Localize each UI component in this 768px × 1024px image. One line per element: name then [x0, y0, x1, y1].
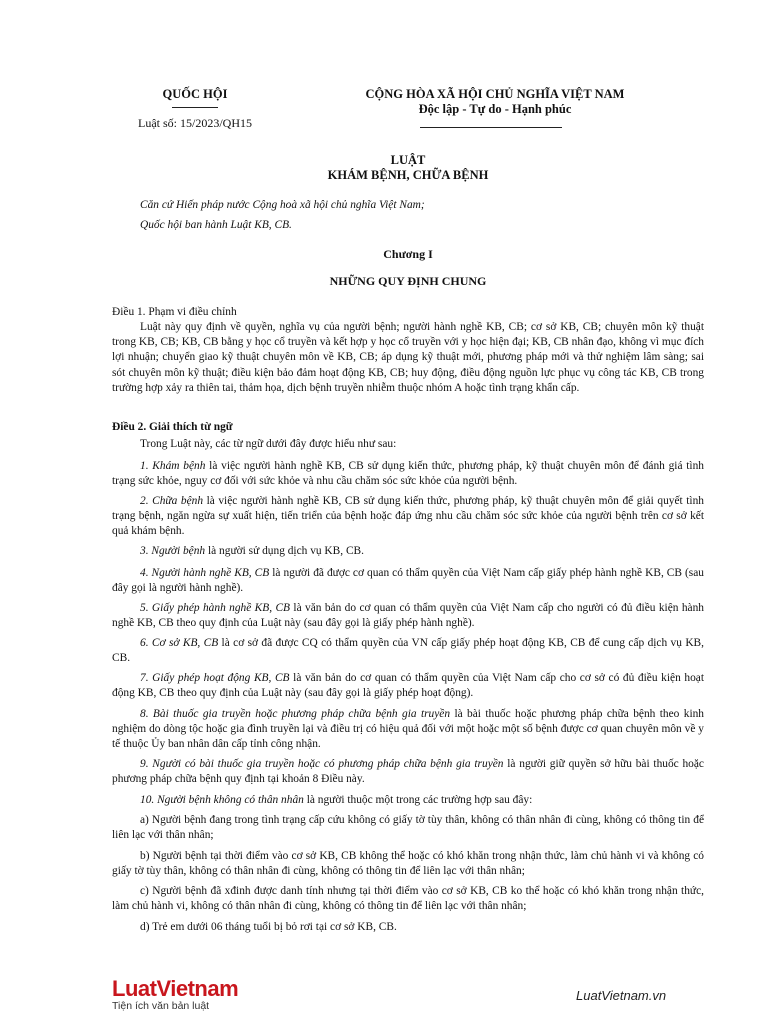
definition-item	[112, 459, 704, 489]
national-motto: Độc lập - Tự do - Hạnh phúc	[418, 102, 572, 116]
definition-term: 7. Giấy phép hoạt động KB, CB	[140, 672, 290, 684]
definition-text: là người đã được cơ quan có thẩm quyền của Việt Nam cấp giấy phép hành nghề KB, CB (sau đây gọi là người hành nghề).	[112, 567, 704, 595]
definition-item	[112, 566, 704, 596]
subitem-d: d) Trẻ em dưới 06 tháng tuổi bị bỏ rơi tại cơ sở KB, CB.	[140, 921, 397, 933]
definition-term: 1. Khám bệnh	[140, 460, 206, 472]
definition-text: là việc người hành nghề KB, CB sử dụng kiến thức, phương pháp, kỹ thuật chuyên môn để đánh giá tình trạng sức khỏe, nguy cơ đối với sức khỏe và nhu cầu chăm sóc sức khỏe của người bệnh.	[112, 460, 704, 488]
definition-text: là người sử dụng dịch vụ KB, CB.	[205, 545, 364, 557]
definition-term: 4. Người hành nghề KB, CB	[140, 567, 270, 579]
article-2-heading: Điều 2. Giải thích từ ngữ	[112, 421, 233, 433]
definition-term: 8. Bài thuốc gia truyền hoặc phương pháp chữa bệnh gia truyền	[140, 708, 451, 720]
definition-text: là người giữ quyền sở hữu bài thuốc hoặc phương pháp chữa bệnh quy định tại khoản 8 Điều này.	[112, 758, 704, 786]
definition-text: là việc người hành nghề KB, CB sử dụng kiến thức, phương pháp, kỹ thuật chuyên môn để giải quyết tình trạng bệnh, ngăn ngừa sự xuất hiện, tiến triển của bệnh hoặc đáp ứng nhu cầu chăm sóc sức khỏe của người bệnh trên cơ sở kết quả khám bệnh.	[112, 495, 704, 538]
law-number: Luật số: 15/2023/QH15	[138, 116, 252, 130]
definition-term: 3. Người bệnh	[140, 545, 206, 557]
definition-term: 2. Chữa bệnh	[140, 495, 204, 507]
article-1-body: Luật này quy định về quyền, nghĩa vụ của người bệnh; người hành nghề KB, CB; cơ sở KB, CB; chuyên môn kỹ thuật trong KB, CB; KB, CB bằng y học cổ truyền và kết hợp y học cổ truyền với y học hiện đại; KB, CB nhân đạo, không vì mục đích lợi nhuận; chuyển giao kỹ thuật chuyên môn về KB, CB; áp dụng kỹ thuật mới, phương pháp mới và thử nghiệm lâm sàng; sai sót chuyên môn kỹ thuật; điều kiện bảo đảm hoạt động KB, CB; huy động, điều động nguồn lực phục vụ công tác KB, CB trong trường hợp xảy ra thiên tai, thảm họa, dịch bệnh truyền nhiễm thuộc nhóm A hoặc tình trạng khẩn cấp.	[112, 321, 704, 394]
definition-term: 5. Giấy phép hành nghề KB, CB	[140, 602, 291, 614]
document-type: LUẬT	[390, 153, 426, 167]
logo-tagline: Tiện ích văn bản luật	[112, 1000, 210, 1012]
document-title: KHÁM BỆNH, CHỮA BỆNH	[327, 168, 489, 182]
definition-text: là bài thuốc hoặc phương pháp chữa bệnh theo kinh nghiệm do dòng tộc hoặc gia đình truyền lại và điều trị có hiệu quả đối với một hoặc một số bệnh được cơ quan chuyên môn về y tế thuộc Ủy ban nhân dân cấp tỉnh công nhận.	[112, 708, 704, 751]
definition-item	[112, 636, 704, 666]
issuing-body: QUỐC HỘI	[162, 87, 228, 101]
definition-item	[112, 671, 704, 701]
luatvietnam-logo[interactable]	[112, 978, 238, 1012]
definition-term: 10. Người bệnh không có thân nhân	[140, 794, 304, 806]
definition-item	[112, 757, 704, 787]
definition-text: là văn bản do cơ quan có thẩm quyền của Việt Nam cấp cho người có đủ điều kiện hành nghề KB, CB theo quy định của Luật này (sau đây gọi là giấy phép hành nghề).	[112, 602, 704, 630]
issuing-body-underline	[172, 107, 218, 108]
chapter-number: Chương I	[383, 247, 433, 261]
article-2-intro: Trong Luật này, các từ ngữ dưới đây được hiểu như sau:	[140, 438, 397, 450]
preamble-enactment: Quốc hội ban hành Luật KB, CB.	[140, 219, 292, 231]
subitem-b: b) Người bệnh tại thời điểm vào cơ sở KB, CB không thể hoặc có khó khăn trong nhận thức, làm chủ hành vi và không có giấy tờ tùy thân, không có thân nhân đi cùng, không có thông tin để liên lạc với thân nhân;	[112, 850, 704, 878]
motto-underline	[420, 127, 562, 128]
subitem-a: a) Người bệnh đang trong tình trạng cấp cứu không có giấy tờ tùy thân, không có thân nhân đi cùng, không có thông tin để liên lạc với thân nhân;	[112, 814, 704, 842]
definition-item	[112, 544, 704, 559]
logo-wordmark: LuatVietnam	[112, 976, 239, 1001]
definition-term: 6. Cơ sở KB, CB	[140, 637, 219, 649]
subitem-c: c) Người bệnh đã xđinh được danh tính nhưng tại thời điểm vào cơ sở KB, CB ko thể hoặc có khó khăn trong nhận thức, làm chủ hành vi, không có thân nhân đi cùng, không có thông tin để liên lạc với thân nhân;	[112, 885, 704, 913]
article-1-heading: Điều 1. Phạm vi điều chỉnh	[112, 306, 237, 318]
definition-item	[112, 494, 704, 540]
definition-text: là người thuộc một trong các trường hợp sau đây:	[303, 794, 533, 806]
chapter-title: NHỮNG QUY ĐỊNH CHUNG	[329, 274, 487, 288]
definition-item	[112, 707, 704, 753]
definition-item	[112, 601, 704, 631]
national-title: CỘNG HÒA XÃ HỘI CHỦ NGHĨA VIỆT NAM	[365, 87, 625, 101]
definition-text: là cơ sở đã được CQ có thẩm quyền của VN cấp giấy phép hoạt động KB, CB để cung cấp dịch vụ KB, CB.	[112, 637, 704, 665]
definition-term: 9. Người có bài thuốc gia truyền hoặc có phương pháp chữa bệnh gia truyền	[140, 758, 504, 770]
definition-item	[112, 793, 704, 808]
footer-site-link[interactable]: LuatVietnam.vn	[576, 988, 667, 1003]
definition-text: là văn bản do cơ quan có thẩm quyền của Việt Nam cấp cho cơ sở có đủ điều kiện hoạt động KB, CB theo quy định của Luật này (sau đây gọi là giấy phép hoạt động).	[112, 672, 705, 700]
preamble-basis: Căn cứ Hiến pháp nước Cộng hoà xã hội chủ nghĩa Việt Nam;	[140, 199, 425, 211]
